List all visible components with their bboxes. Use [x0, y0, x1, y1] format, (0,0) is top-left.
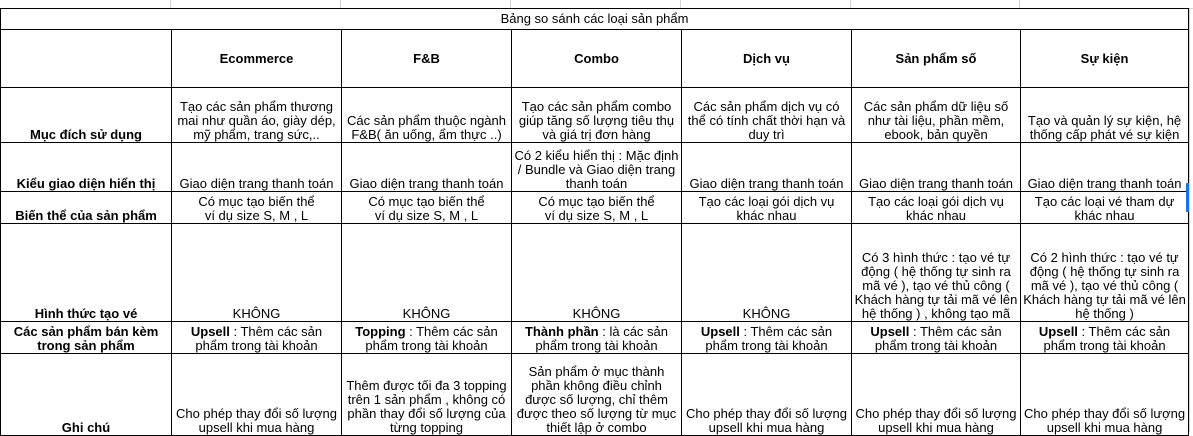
- cell-ban-kem-dich-vu[interactable]: [682, 322, 852, 354]
- cell-ghi-chu-su-kien[interactable]: Cho phép thay đổi số lượng upsell khi mua hàng: [1021, 354, 1189, 436]
- cell-giao-dien-ecommerce[interactable]: Giao diện trang thanh toán: [172, 143, 342, 192]
- header-fnb[interactable]: F&B: [342, 30, 512, 88]
- cell-text: : Thêm các sản phẩm trong tài khoản: [705, 324, 833, 353]
- cell-muc-dich-dich-vu[interactable]: Các sản phẩm dịch vụ có thể có tính chất thời hạn và duy trì: [682, 88, 852, 143]
- upsell-keyword: Upsell: [190, 324, 230, 339]
- comparison-table: [0, 8, 1189, 436]
- cell-tao-ve-ecommerce[interactable]: KHÔNG: [172, 224, 342, 322]
- cell-giao-dien-su-kien[interactable]: Giao diện trang thanh toán: [1021, 143, 1189, 192]
- upsell-keyword: Upsell: [1038, 324, 1078, 339]
- header-cell-blank[interactable]: [1, 30, 172, 88]
- cell-text: : Thêm các sản phẩm trong tài khoản: [195, 324, 323, 353]
- cell-bien-the-su-kien[interactable]: Tạo các loại vé tham dự khác nhau: [1021, 192, 1189, 224]
- cell-ban-kem-san-pham-so[interactable]: [852, 322, 1021, 354]
- cell-ghi-chu-san-pham-so[interactable]: Cho phép thay đổi số lượng upsell khi mua hàng: [852, 354, 1021, 436]
- cell-ghi-chu-combo[interactable]: Sản phẩm ở mục thành phần không điều chỉnh được số lượng, chỉ thêm được theo số lượng từ mục thiết lập ở combo: [512, 354, 682, 436]
- upsell-keyword: Upsell: [700, 324, 740, 339]
- header-dich-vu[interactable]: Dịch vụ: [682, 30, 852, 88]
- row-label-ghi-chu[interactable]: Ghi chú: [1, 354, 172, 436]
- cell-ban-kem-ecommerce[interactable]: [172, 322, 342, 354]
- cell-bien-the-san-pham-so[interactable]: Tạo các loại gói dịch vụ khác nhau: [852, 192, 1021, 224]
- cell-muc-dich-su-kien[interactable]: Tạo và quản lý sự kiện, hệ thống cấp phát vé sự kiện: [1021, 88, 1189, 143]
- thanh-phan-keyword: Thành phần: [524, 324, 599, 339]
- cell-text: : Thêm các sản phẩm trong tài khoản: [1043, 324, 1171, 353]
- cell-tao-ve-dich-vu[interactable]: KHÔNG: [682, 224, 852, 322]
- cell-bien-the-ecommerce[interactable]: Có mục tạo biến thể ví dụ size S, M , L: [172, 192, 342, 224]
- cell-tao-ve-combo[interactable]: KHÔNG: [512, 224, 682, 322]
- cell-giao-dien-fnb[interactable]: Giao diện trang thanh toán: [342, 143, 512, 192]
- cell-giao-dien-san-pham-so[interactable]: Giao diện trang thanh toán: [852, 143, 1021, 192]
- table-title[interactable]: Bảng so sánh các loại sản phẩm: [1, 9, 1189, 30]
- cell-bien-the-fnb[interactable]: Có mục tạo biến thể ví dụ size S, M , L: [342, 192, 512, 224]
- cell-ghi-chu-ecommerce[interactable]: Cho phép thay đổi số lượng upsell khi mua hàng: [172, 354, 342, 436]
- row-label-hinh-thuc-tao-ve[interactable]: Hình thức tạo vé: [1, 224, 172, 322]
- cell-bien-the-combo[interactable]: Có mục tạo biến thể ví dụ size S, M , L: [512, 192, 682, 224]
- cell-ban-kem-fnb[interactable]: [342, 322, 512, 354]
- row-label-muc-dich[interactable]: Mục đích sử dụng: [1, 88, 172, 143]
- next-column-gridline: [1189, 8, 1193, 432]
- cell-muc-dich-combo[interactable]: Tạo các sản phẩm combo giúp tăng số lượng tiêu thụ và giá trị đơn hàng: [512, 88, 682, 143]
- header-combo[interactable]: Combo: [512, 30, 682, 88]
- row-label-san-pham-ban-kem[interactable]: Các sản phẩm bán kèm trong sản phẩm: [1, 322, 172, 354]
- cell-muc-dich-fnb[interactable]: Các sản phẩm thuộc ngành F&B( ăn uống, ẩm thực ..): [342, 88, 512, 143]
- topping-keyword: Topping: [355, 324, 406, 339]
- row-label-bien-the[interactable]: Biến thể của sản phẩm: [1, 192, 172, 224]
- cell-ban-kem-su-kien[interactable]: [1021, 322, 1189, 354]
- header-san-pham-so[interactable]: Sản phẩm số: [852, 30, 1021, 88]
- cell-muc-dich-san-pham-so[interactable]: Các sản phẩm dữ liệu số như tài liệu, phần mềm, ebook, bản quyền: [852, 88, 1021, 143]
- cell-tao-ve-fnb[interactable]: KHÔNG: [342, 224, 512, 322]
- cell-ghi-chu-fnb[interactable]: Thêm được tối đa 3 topping trên 1 sản phẩm , không có phần thay đổi số lượng của từng topping: [342, 354, 512, 436]
- cell-ghi-chu-dich-vu[interactable]: Cho phép thay đổi số lượng upsell khi mua hàng: [682, 354, 852, 436]
- cell-text: : Thêm các sản phẩm trong tài khoản: [874, 324, 1002, 353]
- header-su-kien[interactable]: Sự kiện: [1021, 30, 1189, 88]
- cell-bien-the-dich-vu[interactable]: Tạo các loại gói dịch vụ khác nhau: [682, 192, 852, 224]
- row-label-kieu-giao-dien[interactable]: Kiểu giao diện hiển thị: [1, 143, 172, 192]
- cell-text: : Thêm các sản phẩm trong tài khoản: [365, 324, 498, 353]
- cell-tao-ve-san-pham-so[interactable]: Có 3 hình thức : tạo vé tự động ( hệ thống tự sinh ra mã vé ), tạo vé thủ công ( Khách hàng tự tải mã vé lên hệ thống ) , không tạo mã: [852, 224, 1021, 322]
- upsell-keyword: Upsell: [870, 324, 910, 339]
- cell-giao-dien-combo[interactable]: Có 2 kiểu hiển thị : Mặc định / Bundle và Giao diện trang thanh toán: [512, 143, 682, 192]
- header-ecommerce[interactable]: Ecommerce: [172, 30, 342, 88]
- cell-muc-dich-ecommerce[interactable]: Tạo các sản phẩm thương mai như quần áo, giày dép, mỹ phẩm, trang sức,..: [172, 88, 342, 143]
- cell-text: : là các sản phẩm trong tài khoản: [535, 324, 669, 353]
- cell-ban-kem-combo[interactable]: [512, 322, 682, 354]
- cell-giao-dien-dich-vu[interactable]: Giao diện trang thanh toán: [682, 143, 852, 192]
- cell-tao-ve-su-kien[interactable]: Có 2 hình thức : tạo vé tự động ( hệ thống tự sinh ra mã vé ), tạo vé thủ công ( Khách hàng tự tải mã vé lên hệ thống ): [1021, 224, 1189, 322]
